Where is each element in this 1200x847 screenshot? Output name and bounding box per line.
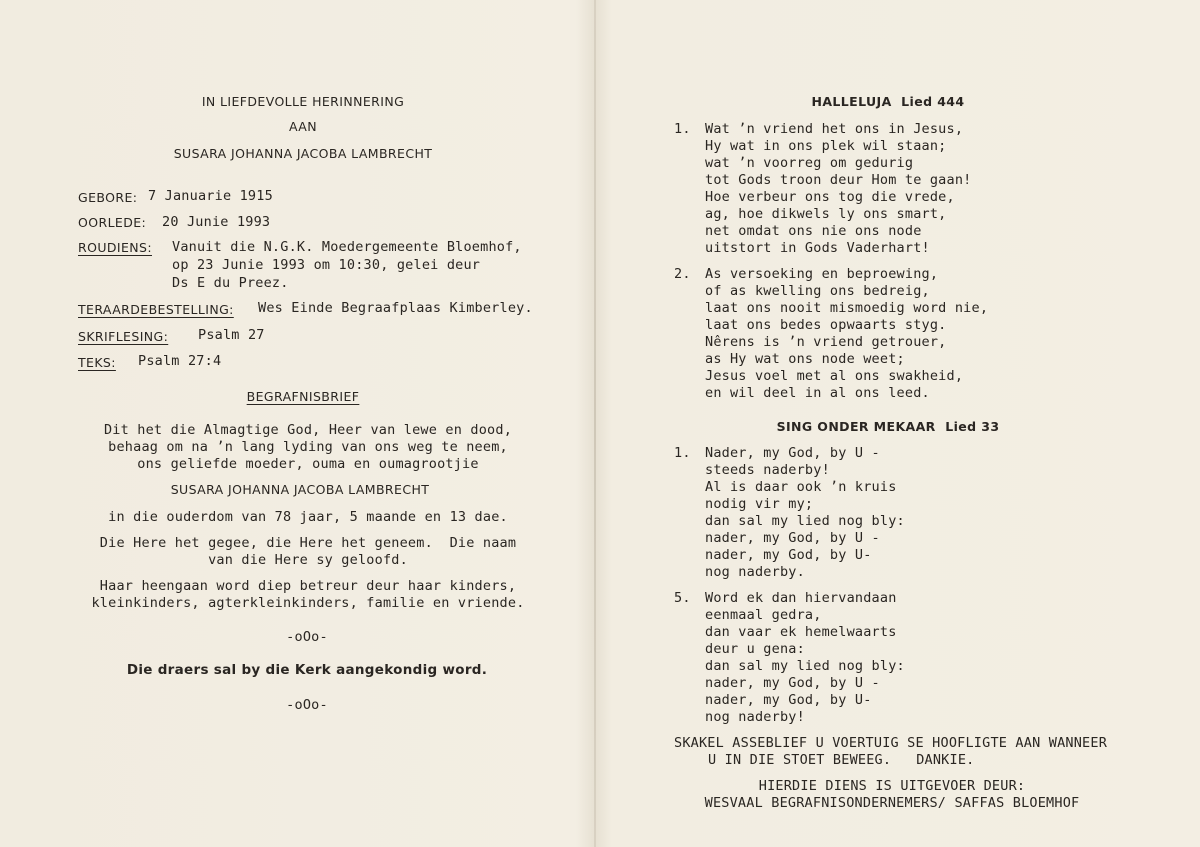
- brief-name: SUSARA JOHANNA JACOBA LAMBRECHT: [170, 482, 430, 497]
- gebore-label: GEBORE:: [78, 190, 138, 205]
- roudiens-line-3: Ds E du Preez.: [172, 275, 289, 291]
- verse-2-line: Nêrens is ʼn vriend getrouer,: [705, 334, 947, 350]
- verse-2-line: en wil deel in al ons leed.: [705, 385, 930, 401]
- verse-4-line: nog naderby!: [705, 709, 805, 725]
- verse-1-line: Hoe verbeur ons tog die vrede,: [705, 189, 955, 205]
- verse-4-line: Word ek dan hiervandaan: [705, 590, 897, 606]
- verse-3-line: steeds naderby!: [705, 462, 830, 478]
- verse-3-line: Al is daar ook ʼn kruis: [705, 479, 897, 495]
- skriflesing-label: SKRIFLESING:: [78, 329, 169, 344]
- verse-4-line: dan sal my lied nog bly:: [705, 658, 905, 674]
- verse-1-line: net omdat ons nie ons node: [705, 223, 922, 239]
- verse-2-number: 2.: [674, 266, 691, 282]
- verse-3-line: Nader, my God, by U -: [705, 445, 880, 461]
- oorlede-value: 20 Junie 1993: [162, 214, 271, 230]
- separator-1: -oOo-: [286, 629, 328, 645]
- page-fold: [594, 0, 596, 847]
- verse-3-line: dan sal my lied nog bly:: [705, 513, 905, 529]
- teks-label: TEKS:: [78, 355, 116, 370]
- headlights-notice-line-1: SKAKEL ASSEBLIEF U VOERTUIG SE HOOFLIGTE AAN WANNEER: [674, 735, 1108, 751]
- age-line: in die ouderdom van 78 jaar, 5 maande en 13 dae.: [108, 509, 508, 525]
- verse-1-line: ag, hoe dikwels ly ons smart,: [705, 206, 947, 222]
- roudiens-label: ROUDIENS:: [78, 240, 152, 255]
- hymn-2-title: SING ONDER MEKAAR Lied 33: [776, 419, 1000, 434]
- heengaan-line-2: kleinkinders, agterkleinkinders, familie en vriende.: [91, 595, 525, 611]
- headlights-notice-line-2: U IN DIE STOET BEWEEG. DANKIE.: [708, 752, 975, 768]
- verse-1-line: Wat ʼn vriend het ons in Jesus,: [705, 121, 964, 137]
- roudiens-line-2: op 23 Junie 1993 om 10:30, gelei deur: [172, 257, 481, 273]
- teraardebestelling-value: Wes Einde Begraafplaas Kimberley.: [258, 300, 533, 316]
- brief-line-1: Dit het die Almagtige God, Heer van lewe en dood,: [103, 422, 513, 438]
- begrafnisbrief-title: BEGRAFNISBRIEF: [246, 389, 360, 404]
- brief-line-2: behaag om na ʼn lang lyding van ons weg te neem,: [108, 439, 508, 455]
- heading-name: SUSARA JOHANNA JACOBA LAMBRECHT: [173, 146, 433, 161]
- verse-1-line: Hy wat in ons plek wil staan;: [705, 138, 947, 154]
- heading-in-memory: IN LIEFDEVOLLE HERINNERING: [201, 94, 405, 109]
- hymn-1-title: HALLELUJA Lied 444: [811, 94, 965, 109]
- oorlede-label: OORLEDE:: [78, 215, 147, 230]
- heengaan-line-1: Haar heengaan word diep betreur deur haar kinders,: [99, 578, 517, 594]
- brief-line-3: ons geliefde moeder, ouma en oumagrootjie: [137, 456, 479, 472]
- verse-4-number: 5.: [674, 590, 691, 606]
- gebore-value: 7 Januarie 1915: [148, 188, 273, 204]
- verse-3-number: 1.: [674, 445, 691, 461]
- draers-notice: Die draers sal by die Kerk aangekondig word.: [126, 662, 488, 678]
- verse-2-line: laat ons bedes opwaarts styg.: [705, 317, 947, 333]
- verse-3-line: nader, my God, by U -: [705, 530, 880, 546]
- verse-4-line: deur u gena:: [705, 641, 805, 657]
- verse-1-line: uitstort in Gods Vaderhart!: [705, 240, 930, 256]
- separator-2: -oOo-: [286, 697, 328, 713]
- verse-2-line: Jesus voel met al ons swakheid,: [705, 368, 964, 384]
- verse-1-number: 1.: [674, 121, 691, 137]
- verse-4-line: dan vaar ek hemelwaarts: [705, 624, 897, 640]
- service-by-line-2: WESVAAL BEGRAFNISONDERNEMERS/ SAFFAS BLOEMHOF: [704, 795, 1080, 811]
- skriflesing-value: Psalm 27: [198, 327, 265, 343]
- here-line-1: Die Here het gegee, die Here het geneem. Die naam: [99, 535, 517, 551]
- verse-3-line: nog naderby.: [705, 564, 805, 580]
- verse-2-line: of as kwelling ons bedreig,: [705, 283, 930, 299]
- verse-1-line: tot Gods troon deur Hom te gaan!: [705, 172, 972, 188]
- verse-2-line: As versoeking en beproewing,: [705, 266, 939, 282]
- verse-1-line: wat ʼn voorreg om gedurig: [705, 155, 914, 171]
- heading-aan: AAN: [288, 119, 318, 134]
- roudiens-line-1: Vanuit die N.G.K. Moedergemeente Bloemhof,: [172, 239, 522, 255]
- verse-4-line: nader, my God, by U -: [705, 675, 880, 691]
- verse-3-line: nodig vir my;: [705, 496, 814, 512]
- verse-4-line: nader, my God, by U-: [705, 692, 872, 708]
- here-line-2: van die Here sy geloofd.: [208, 552, 408, 568]
- verse-2-line: as Hy wat ons node weet;: [705, 351, 905, 367]
- verse-4-line: eenmaal gedra,: [705, 607, 822, 623]
- teraardebestelling-label: TERAARDEBESTELLING:: [78, 302, 234, 317]
- verse-2-line: laat ons nooit mismoedig word nie,: [705, 300, 989, 316]
- teks-value: Psalm 27:4: [138, 353, 222, 369]
- service-by-line-1: HIERDIE DIENS IS UITGEVOER DEUR:: [758, 778, 1026, 794]
- verse-3-line: nader, my God, by U-: [705, 547, 872, 563]
